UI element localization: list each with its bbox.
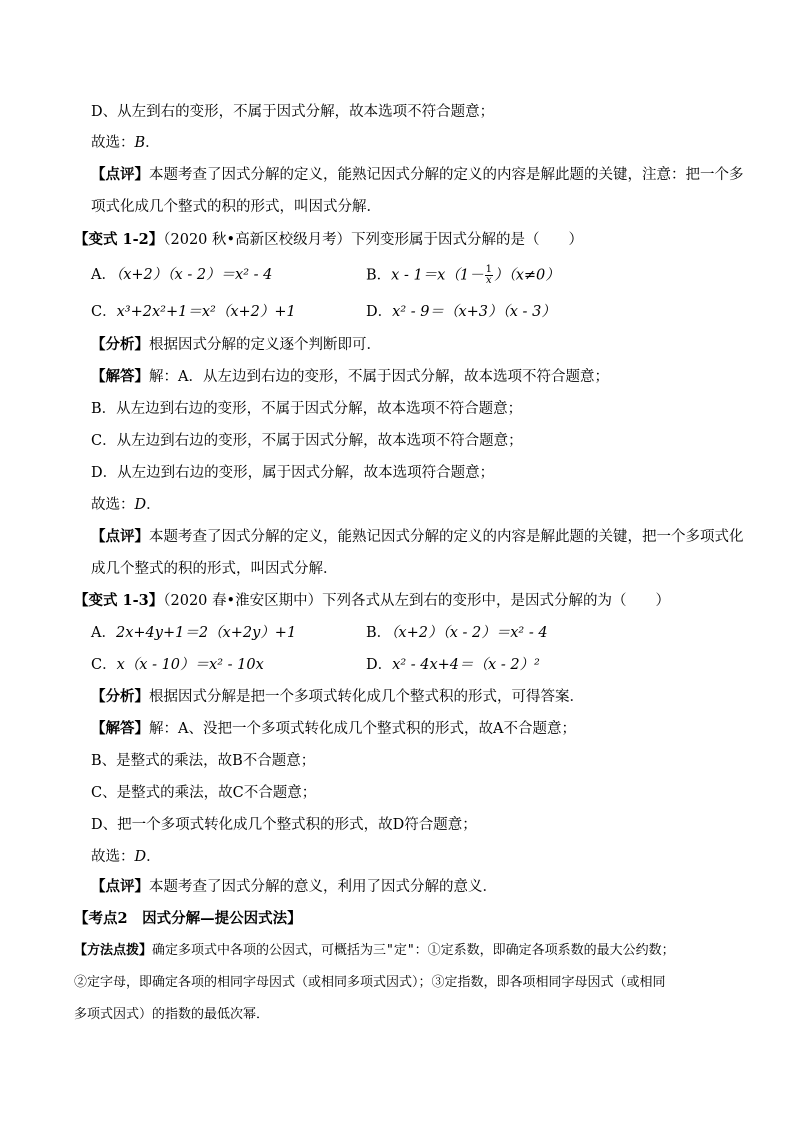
s1-review-tag: 【点评】 (91, 166, 149, 183)
s2-answer-d: D．从左边到右边的变形，属于因式分解，故本选项符合题意； (91, 465, 495, 481)
s4-method-line-2: ②定字母，即确定各项的相同字母因式（或相同多项式因式）；③定指数，即各项相同字母因式（或相同 (74, 975, 666, 990)
s2-tag: 【变式 1-2】 (74, 231, 164, 248)
s2-answer-head: 【解答】解：A．从左边到右边的变形，不属于因式分解，故本选项不符合题意； (91, 368, 609, 385)
s2-stem: 下列变形属于因式分解的是（ ） (351, 232, 584, 248)
s2-choice-line: 故选：D． (91, 497, 161, 513)
s3-option-d: D．x² - 4x+4＝（x - 2）² (366, 657, 540, 673)
s3-stem: 下列各式从左到右的变形中，是因式分解的为（ ） (322, 593, 671, 609)
s3-option-b: B．（x+2）（x - 2）＝x² - 4 (366, 625, 548, 641)
s3-question-line (74, 591, 670, 611)
s3-option-a: A．2x+4y+1＝2（x+2y）+1 (91, 625, 297, 641)
s4-method-line-3: 多项式因式）的指数的最低次幂． (74, 1007, 270, 1022)
s1-choice-label: 故选： (91, 135, 135, 151)
s3-answer-d: D、把一个多项式转化成几个整式积的形式，故D符合题意； (91, 817, 477, 833)
s3-analysis: 【分析】根据因式分解是把一个多项式转化成几个整式积的形式，可得答案． (91, 688, 584, 705)
s2-review-line-1: 【点评】本题考查了因式分解的定义，能熟记因式分解的定义的内容是解此题的关键，把一个多项式化 (91, 528, 744, 545)
s4-method-line-1: 【方法点拨】确定多项式中各项的公因式，可概括为三"定"：①定系数，即确定各项系数的最大公约数； (74, 943, 675, 958)
s1-review-text-1: 本题考查了因式分解的定义，能熟记因式分解的定义的内容是解此题的关键，注意：把一个多 (149, 167, 744, 183)
s3-source: （2020 春•淮安区期中） (163, 593, 323, 609)
s3-choice-line: 故选：D． (91, 849, 161, 865)
s1-choice-line (91, 133, 160, 153)
s2-question-line (74, 230, 583, 250)
s3-answer-head: 【解答】解：A、没把一个多项式转化成几个整式积的形式，故A不合题意； (91, 720, 576, 737)
s1-review-line-2: 项式化成几个整式的积的形式，叫因式分解． (91, 199, 381, 215)
s3-answer-c: C、是整式的乘法，故C不合题意； (91, 785, 317, 801)
s1-choice-value: B (134, 135, 146, 151)
s2-source: （2020 秋•高新区校级月考） (163, 232, 352, 248)
s2-option-d: D．x² - 9＝（x+3）（x - 3） (366, 304, 556, 320)
s1-answer-d-line: D、从左到右的变形，不属于因式分解，故本选项不符合题意； (91, 104, 495, 120)
s3-answer-b: B、是整式的乘法，故B不合题意； (91, 753, 316, 769)
s1-choice-end: ． (145, 135, 160, 151)
s2-answer-b: B．从左边到右边的变形，不属于因式分解，故本选项不符合题意； (91, 401, 523, 417)
s2-option-a: A．（x+2）（x - 2）＝x² - 4 (91, 267, 273, 283)
s2-option-b: B．x - 1＝x（1－ $\frac{1}{x}$ ）（x≠0） (366, 264, 560, 286)
s2-review-line-2: 成几个整式的积的形式，叫因式分解． (91, 561, 338, 577)
s2-analysis: 【分析】根据因式分解的定义逐个判断即可． (91, 336, 381, 353)
s2-answer-c: C．从左边到右边的变形，不属于因式分解，故本选项不符合题意； (91, 433, 523, 449)
s4-heading: 【考点2 因式分解—提公因式法】 (74, 910, 302, 927)
s3-tag: 【变式 1-3】 (74, 592, 164, 609)
s1-review-line-1 (91, 165, 744, 185)
s2-fraction: $\frac{1}{x}$ (485, 264, 492, 286)
s3-review: 【点评】本题考查了因式分解的意义，利用了因式分解的意义． (91, 878, 497, 895)
s2-option-c: C．x³+2x²+1＝x²（x+2）+1 (91, 304, 296, 320)
s3-option-c: C．x（x - 10）＝x² - 10x (91, 657, 264, 673)
